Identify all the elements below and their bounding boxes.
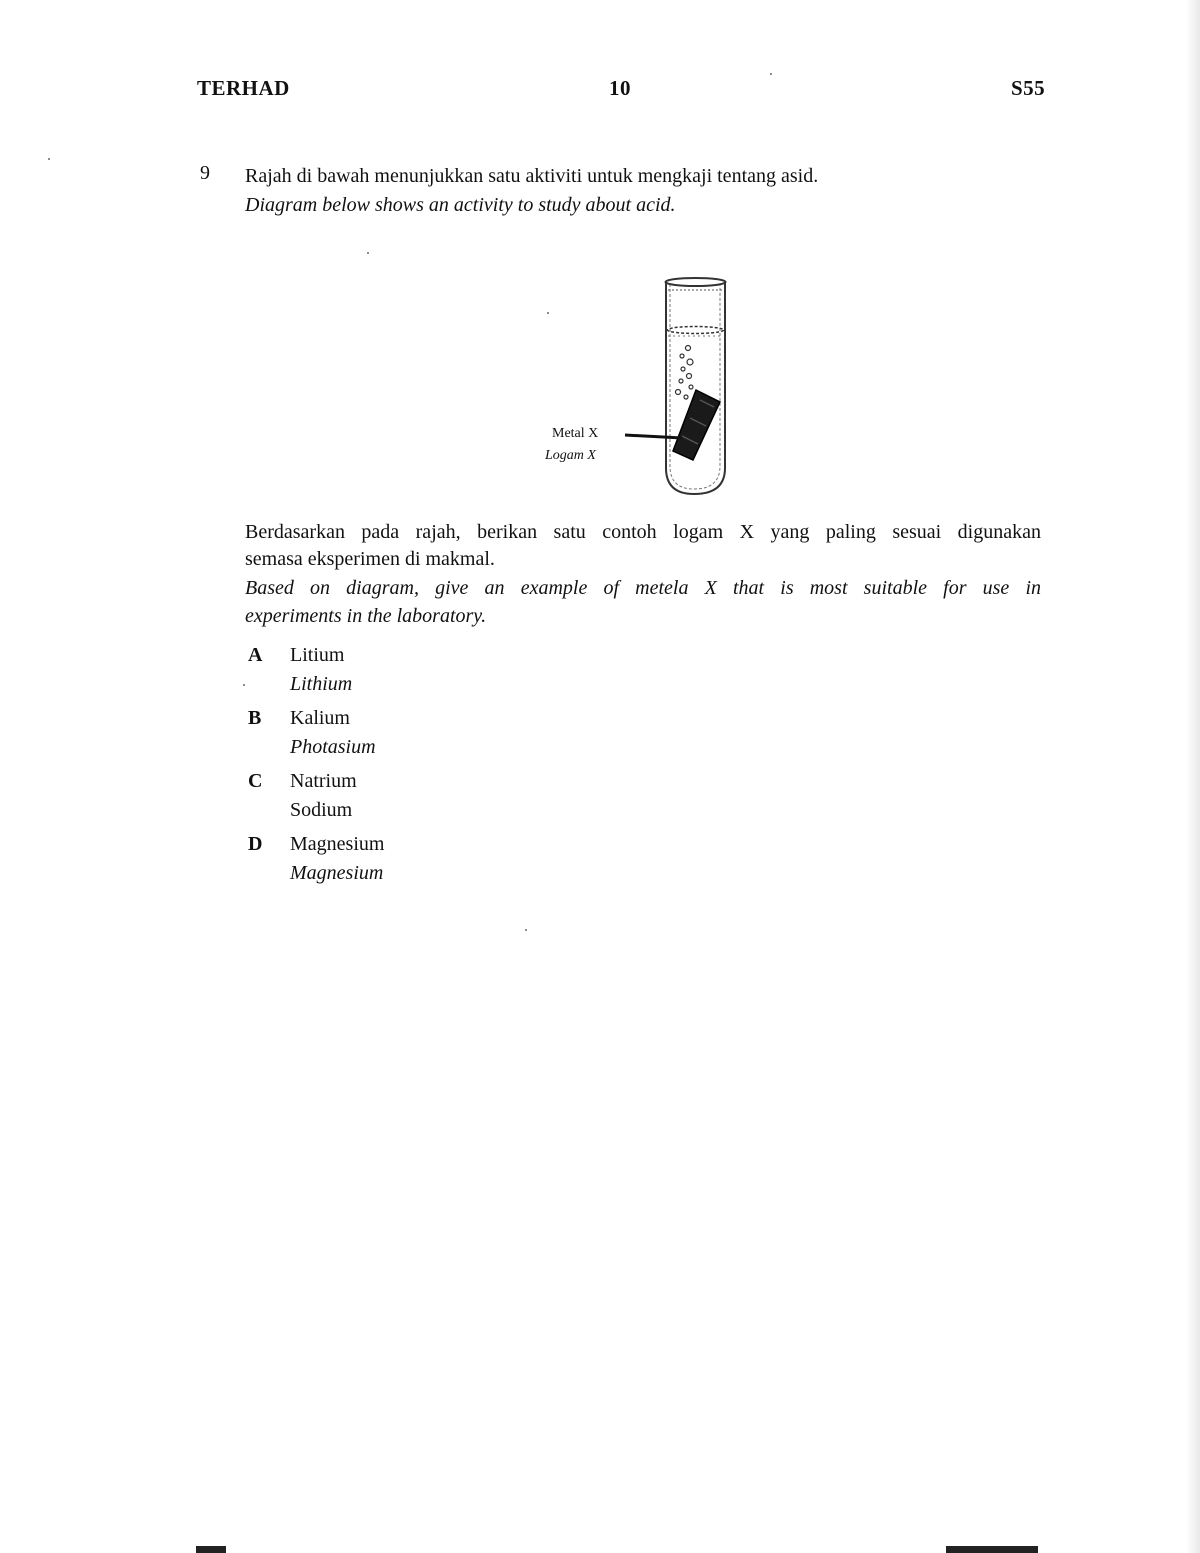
metal-x-pointer bbox=[625, 435, 682, 438]
scan-speck bbox=[547, 312, 549, 314]
scan-speck bbox=[243, 684, 245, 686]
option-c-letter[interactable]: C bbox=[248, 770, 263, 792]
option-c-english: Sodium bbox=[290, 799, 353, 821]
question-stem-english-line2: experiments in the laboratory. bbox=[245, 605, 487, 627]
test-tube-diagram bbox=[530, 270, 750, 505]
option-c-malay[interactable]: Natrium bbox=[290, 770, 357, 792]
option-b-letter[interactable]: B bbox=[248, 707, 262, 729]
option-b-english: Photasium bbox=[290, 736, 376, 758]
footer-fragment-right bbox=[946, 1546, 1038, 1553]
question-intro-malay: Rajah di bawah menunjukkan satu aktiviti untuk mengkaji tentang asid. bbox=[245, 165, 819, 187]
acid-surface bbox=[668, 327, 724, 334]
question-stem-malay-line1: Berdasarkan pada rajah, berikan satu contoh logam X yang paling sesuai digunakan bbox=[245, 521, 1041, 543]
paper-code: S55 bbox=[1011, 76, 1046, 100]
diagram-label-malay: Logam X bbox=[545, 448, 596, 463]
question-number: 9 bbox=[200, 162, 210, 184]
question-stem-malay-line2: semasa eksperimen di makmal. bbox=[245, 548, 495, 570]
scan-speck bbox=[48, 158, 50, 160]
gas-bubbles bbox=[676, 346, 694, 400]
option-a-english: Lithium bbox=[290, 673, 353, 695]
test-tube-rim bbox=[666, 278, 726, 286]
diagram-label-english: Metal X bbox=[552, 426, 599, 441]
question-stem-english-line1: Based on diagram, give an example of metela X that is most suitable for use in bbox=[245, 577, 1041, 599]
scan-speck bbox=[367, 252, 369, 254]
option-b-malay[interactable]: Kalium bbox=[290, 707, 350, 729]
scan-page-edge bbox=[1186, 0, 1200, 1553]
test-tube-outline bbox=[666, 282, 725, 494]
scan-speck bbox=[770, 73, 772, 75]
page-number: 10 bbox=[609, 76, 631, 100]
option-a-letter[interactable]: A bbox=[248, 644, 263, 666]
metal-x-strip bbox=[673, 390, 720, 460]
scan-speck bbox=[525, 929, 527, 931]
option-a-malay[interactable]: Litium bbox=[290, 644, 345, 666]
option-d-english: Magnesium bbox=[290, 862, 384, 884]
option-d-malay[interactable]: Magnesium bbox=[290, 833, 385, 855]
option-d-letter[interactable]: D bbox=[248, 833, 263, 855]
header-classification: TERHAD bbox=[197, 76, 290, 100]
footer-fragment-left bbox=[196, 1546, 226, 1553]
question-intro-english: Diagram below shows an activity to study about acid. bbox=[245, 194, 676, 216]
